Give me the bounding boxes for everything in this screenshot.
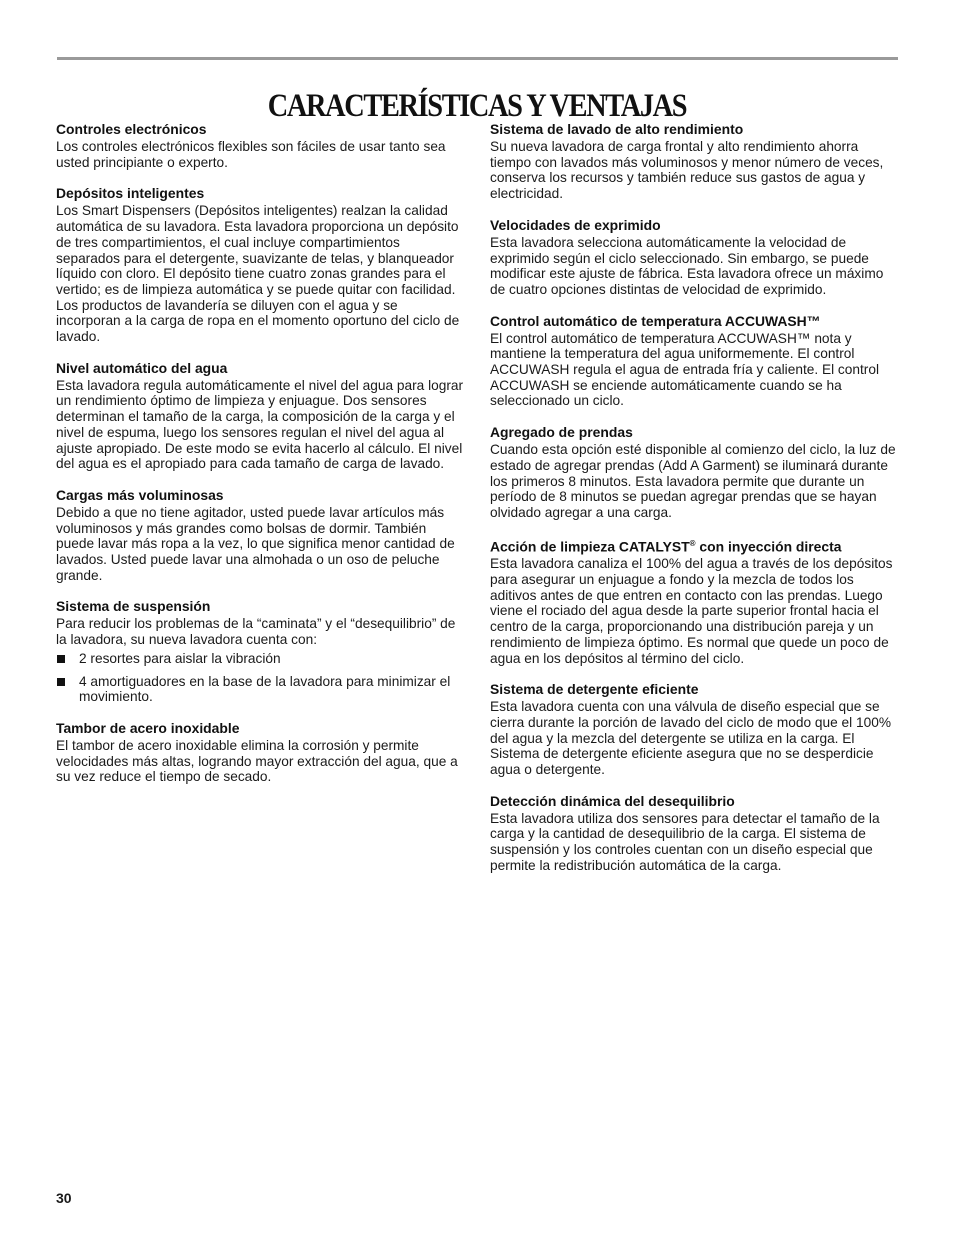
section-tambor-acero — [56, 720, 464, 785]
registered-mark: ® — [689, 538, 696, 548]
section-body: Debido a que no tiene agitador, usted puede lavar artículos más voluminosos y más grandes como bolsas de dormir. También puede lavar más ropa a la vez, lo que significa menor cantidad de lavados. Usted puede lavar una almohada o un oso de peluche grande. — [56, 504, 455, 583]
section-heading: Agregado de prendas — [490, 424, 633, 441]
section-heading: Sistema de suspensión — [56, 598, 211, 615]
bullet-square-icon — [57, 655, 65, 663]
section-heading: Velocidades de exprimido — [490, 216, 661, 233]
bullet-list — [56, 651, 464, 705]
heading-text: con inyección directa — [695, 538, 842, 555]
section-body: Para reducir los problemas de la “caminata” y el “desequilibrio” de la lavadora, su nueva lavadora cuenta con: — [56, 616, 456, 648]
section-accuwash — [490, 313, 898, 410]
list-item — [56, 651, 464, 667]
section-heading: Tambor de acero inoxidable — [56, 719, 240, 736]
list-item-text: 4 amortiguadores en la base de la lavadora para minimizar el movimiento. — [79, 673, 451, 705]
section-heading: Sistema de lavado de alto rendimiento — [490, 121, 744, 137]
section-heading — [490, 536, 898, 555]
page-title: CARACTERÍSTICAS Y VENTAJAS — [267, 88, 687, 125]
section-body: Esta lavadora utiliza dos sensores para detectar el tamaño de la carga y la cantidad de desequilibrio de la carga. El sistema de suspensión y los controles cuentan con un diseño especial que permite la redistribución automática de la carga. — [490, 810, 880, 873]
section-agregado-prendas — [490, 424, 898, 521]
section-heading: Detección dinámica del desequilibrio — [490, 792, 735, 809]
section-heading: Control automático de temperatura ACCUWASH™ — [490, 312, 821, 329]
section-depositos-inteligentes — [56, 185, 464, 344]
section-body: Los Smart Dispensers (Depósitos inteligentes) realzan la calidad automática de su lavadora. Esta lavadora proporciona un depósito de tres compartimientos, el cual incluye compartimientos separados para el detergente, suavizante de telas, y blanqueador líquido con cloro. El depósito tiene cuatro zonas grandes para el vertido; es de limpieza automática y se puede quitar con facilidad. Los productos de lavandería se diluyen con el agua y se incorporan a la carga de ropa en el momento oportuno del ciclo de lavado. — [56, 203, 460, 345]
section-body: El tambor de acero inoxidable elimina la corrosión y permite velocidades más altas, logrando mayor extracción del agua, que a su vez reduce el tiempo de secado. — [56, 737, 458, 785]
section-nivel-automatico — [56, 360, 464, 472]
section-heading: Controles electrónicos — [56, 121, 207, 137]
section-sistema-suspension — [56, 598, 464, 705]
left-column — [56, 121, 464, 800]
section-catalyst — [490, 536, 898, 667]
section-cargas-voluminosas — [56, 487, 464, 584]
section-heading: Sistema de detergente eficiente — [490, 681, 699, 698]
section-heading: Nivel automático del agua — [56, 359, 228, 376]
header-rule — [57, 57, 898, 60]
section-body: Los controles electrónicos flexibles son fáciles de usar tanto sea usted principiante o experto. — [56, 139, 446, 170]
section-body: Esta lavadora selecciona automáticamente la velocidad de exprimido según el ciclo seleccionado. Sin embargo, se puede modificar este ajuste de fábrica. Esta lavadora ofrece un máximo de cuatro opciones distintas de velocidad de exprimido. — [490, 234, 884, 297]
section-alto-rendimiento — [490, 121, 898, 202]
section-body: Su nueva lavadora de carga frontal y alto rendimiento ahorra tiempo con lavados más voluminosos y menor número de veces, conserva los recursos y también reduce sus gastos de agua y electricidad. — [490, 139, 884, 202]
section-body: Esta lavadora regula automáticamente el nivel del agua para lograr un rendimiento óptimo de limpieza y enjuague. Dos sensores determinan el tamaño de la carga, la composición de la carga y el nivel de espuma, luego los sensores regulan el nivel del agua al ajuste apropiado. De este modo se evita hacerlo al cálculo. El nivel del agua es el apropiado para cada tamaño de carga de lavado. — [56, 377, 464, 472]
heading-text: Acción de limpieza CATALYST — [490, 538, 690, 555]
section-body: El control automático de temperatura ACCUWASH™ nota y mantiene la temperatura del agua uniformemente. El control ACCUWASH regula el agua de entrada fría y caliente. El control ACCUWASH se enciende automáticamente cuando se ha seleccionado un ciclo. — [490, 330, 880, 409]
right-column — [490, 121, 898, 889]
page-number: 30 — [56, 1190, 72, 1206]
section-body: Esta lavadora cuenta con una válvula de diseño especial que se cierra durante la porción de lavado del ciclo de modo que el 100% del agua y la mezcla del detergente se utiliza en la carga. El Sistema de detergente eficiente asegura que no se desperdicie agua o detergente. — [490, 699, 891, 778]
section-heading: Depósitos inteligentes — [56, 185, 205, 202]
list-item — [56, 674, 464, 705]
section-body: Cuando esta opción esté disponible al comienzo del ciclo, la luz de estado de agregar prendas (Add A Garment) se iluminará durante los primeros 8 minutos. Esta lavadora permite que durante un período de 8 minutos se puedan agregar prendas que se hayan olvidado agregar a una carga. — [490, 442, 896, 520]
section-body: Esta lavadora canaliza el 100% del agua a través de los depósitos para asegurar un enjuague a fondo y la mezcla de todos los aditivos antes de que entren en contacto con las prendas. Luego viene el rociado del agua desde la parte superior frontal hacia el centro de la carga, proporcionando una distribución pareja y un rendimiento de limpieza óptimo. Es normal que quede un poco de agua en los depósitos al término del ciclo. — [490, 556, 893, 666]
list-item-text: 2 resortes para aislar la vibración — [79, 650, 281, 666]
section-velocidades-exprimido — [490, 217, 898, 298]
section-deteccion-desequilibrio — [490, 793, 898, 874]
section-detergente-eficiente — [490, 681, 898, 778]
bullet-square-icon — [57, 678, 65, 686]
section-heading: Cargas más voluminosas — [56, 486, 224, 503]
section-controles-electronicos — [56, 121, 464, 170]
